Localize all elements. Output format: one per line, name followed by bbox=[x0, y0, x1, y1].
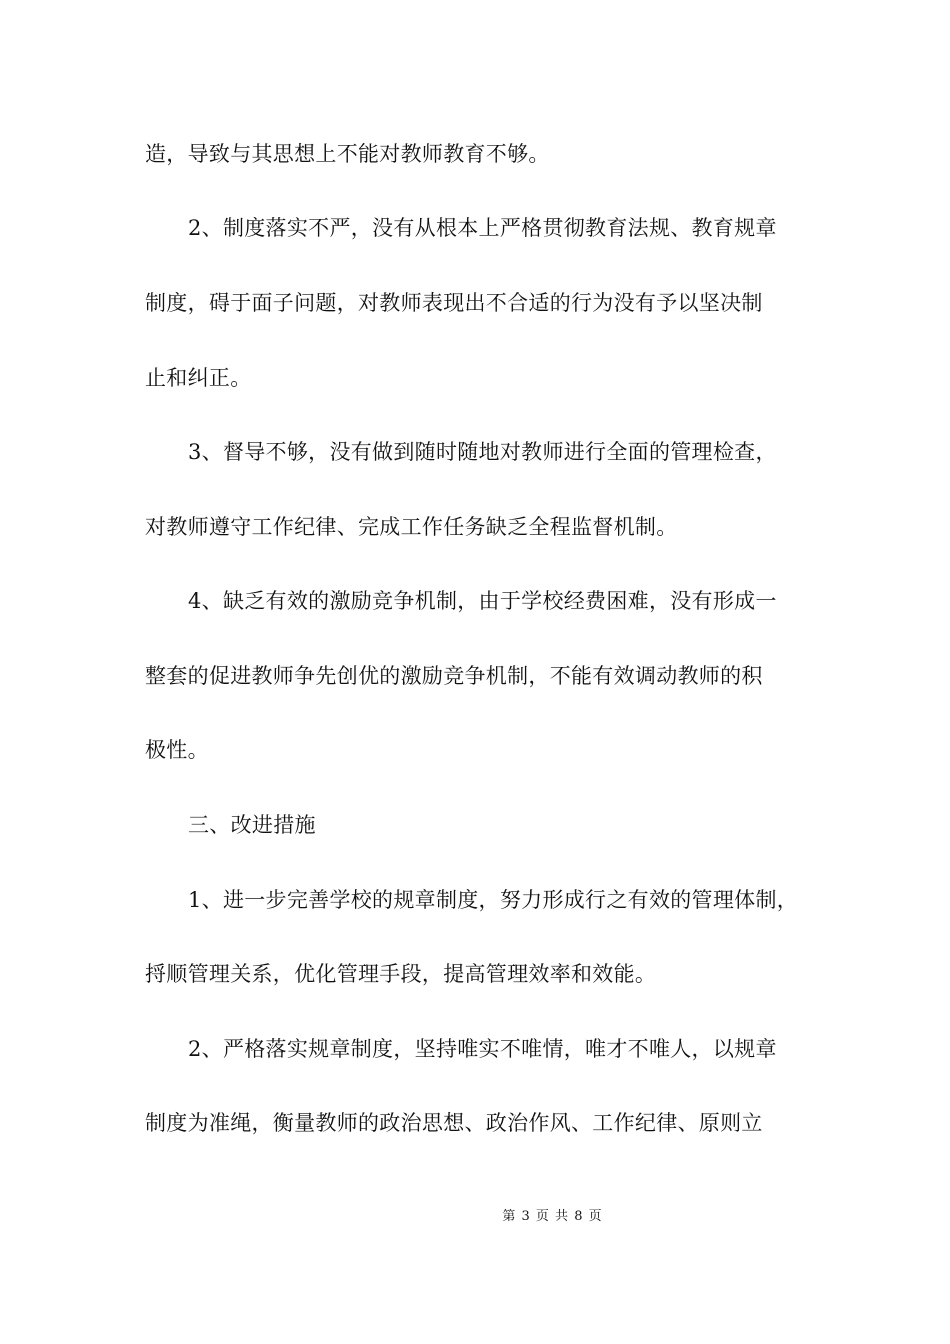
paragraph-line: 止和纠正。 bbox=[145, 366, 252, 390]
paragraph-line: 2、严格落实规章制度，坚持唯实不唯情，唯才不唯人，以规章 bbox=[188, 1037, 777, 1061]
paragraph-line: 2、制度落实不严，没有从根本上严格贯彻教育法规、教育规章 bbox=[188, 216, 777, 240]
paragraph-line: 极性。 bbox=[145, 738, 209, 762]
paragraph-line: 对教师遵守工作纪律、完成工作任务缺乏全程监督机制。 bbox=[145, 515, 678, 539]
paragraph-line: 4、缺乏有效的激励竞争机制，由于学校经费困难，没有形成一 bbox=[188, 589, 777, 613]
section-heading: 三、改进措施 bbox=[188, 813, 316, 837]
paragraph-line: 造，导致与其思想上不能对教师教育不够。 bbox=[145, 142, 550, 166]
paragraph-line: 捋顺管理关系，优化管理手段，提高管理效率和效能。 bbox=[145, 962, 657, 986]
paragraph-line: 制度，碍于面子问题，对教师表现出不合适的行为没有予以坚决制 bbox=[145, 291, 763, 315]
paragraph-line: 制度为准绳，衡量教师的政治思想、政治作风、工作纪律、原则立 bbox=[145, 1111, 763, 1135]
paragraph-line: 整套的促进教师争先创优的激励竞争机制，不能有效调动教师的积 bbox=[145, 664, 763, 688]
paragraph-line: 3、督导不够，没有做到随时随地对教师进行全面的管理检查， bbox=[188, 440, 777, 464]
page-number-footer: 第 3 页 共 8 页 bbox=[502, 1209, 603, 1224]
paragraph-line: 1、进一步完善学校的规章制度，努力形成行之有效的管理体制， bbox=[188, 888, 799, 912]
